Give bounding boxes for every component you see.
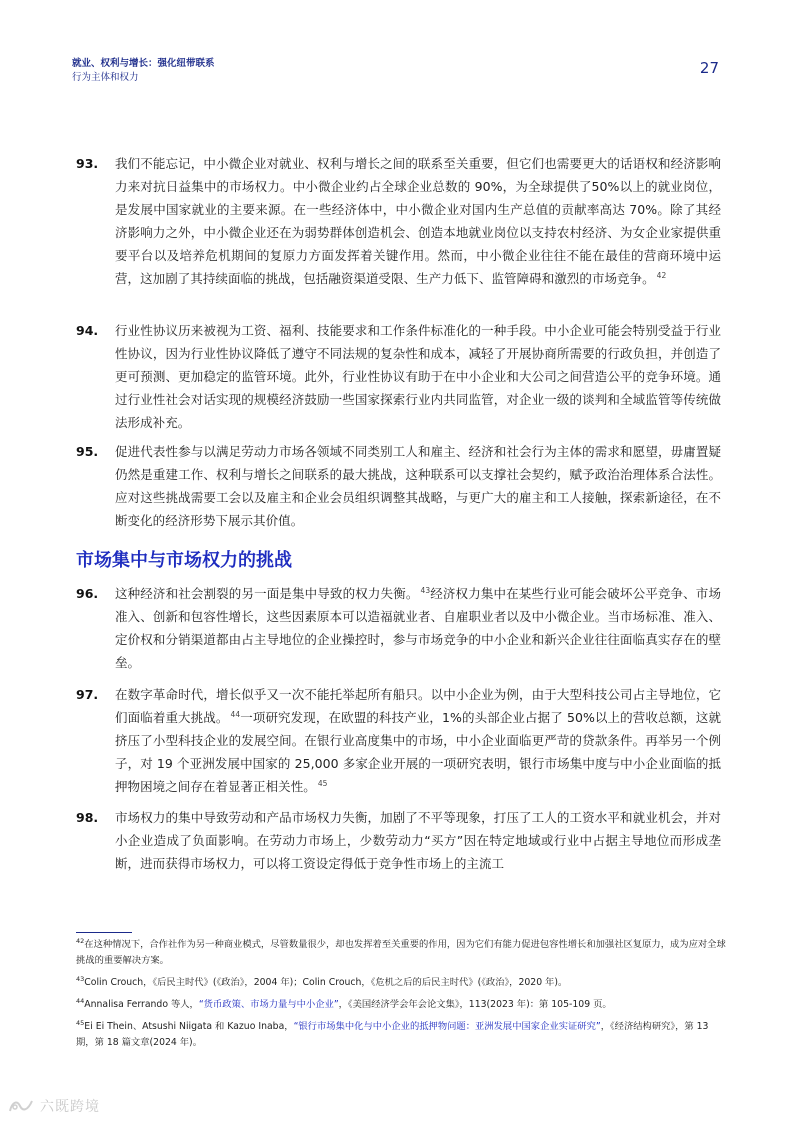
- paragraph-97: [76, 683, 721, 798]
- paragraph-text: 我们不能忘记，中小微企业对就业、权利与增长之间的联系至关重要，但它们也需要更大的话语权和经济影响力来对抗日益集中的市场权力。中小微企业约占全球企业总数的 90%，为全球提供了50%以上的就业岗位，是发展中国家就业的主要来源。在一些经济体中，中小微企业对国内生产总值的贡献率高达 70%。除了其经济影响力之外，中小微企业还在为弱势群体创造机会、创造本地就业岗位以支持农村经济、为女企业家提供重要平台以及培养危机期间的复原力方面发挥着关键作用。然而，中小微企业往往不能在最佳的营商环境中运营，这加剧了其持续面临的挑战，包括融资渠道受限、生产力低下、监管障碍和激烈的市场竞争。 $^{42}$: [115, 156, 721, 286]
- footnote-link[interactable]: “货币政策、市场力量与中小企业”: [198, 999, 339, 1010]
- paragraph-text: 在数字革命时代，增长似乎又一次不能托举起所有船只。以中小企业为例，由于大型科技公司占主导地位，它们面临着重大挑战。 $^{44}$一项研究发现，在欧盟的科技产业，1%的头部企业占据了 50%以上的营收总额，这就挤压了小型科技企业的发展空间。在银行业高度集中的市场，中小企业面临更严苛的贷款条件。再举另一个例子，对 19 个亚洲发展中国家的 25,000 多家企业开展的一项研究表明，银行市场集中度与中小企业面临的抵押物困境之间存在着显著正相关性。 $^{45}$: [115, 687, 721, 794]
- paragraph-text: 促进代表性参与以满足劳动力市场各领域不同类别工人和雇主、经济和社会行为主体的需求和愿望，毋庸置疑仍然是重建工作、权利与增长之间联系的最大挑战，这种联系可以支撑社会契约，赋予政治治理体系合法性。应对这些挑战需要工会以及雇主和企业会员组织调整其战略，与更广大的雇主和工人接触，探索新途径，在不断变化的经济形势下展示其价值。: [115, 444, 721, 528]
- paragraph-number: 95.: [76, 444, 99, 459]
- paragraph-95: [76, 440, 721, 532]
- paragraph-number: 96.: [76, 586, 99, 601]
- paragraph-number: 97.: [76, 687, 99, 702]
- footnote-ref[interactable]: 42: [656, 270, 667, 280]
- header-subtitle: 行为主体和权力: [72, 72, 139, 83]
- footnote-ref[interactable]: 43: [420, 585, 431, 595]
- paragraph-number: 94.: [76, 323, 99, 338]
- footnote-link[interactable]: “银行市场集中化与中小企业的抵押物问题：亚洲发展中国家企业实证研究”: [293, 1021, 601, 1032]
- header-title: 就业、权利与增长：强化纽带联系: [72, 58, 215, 69]
- paragraph-96: [76, 582, 721, 674]
- watermark-text: 六既跨境: [40, 1099, 100, 1115]
- paragraph-94: [76, 319, 721, 434]
- footnote-divider: [76, 932, 132, 933]
- running-header: [72, 57, 215, 85]
- page-number: 27: [699, 59, 719, 77]
- paragraph-number: 93.: [76, 156, 99, 171]
- paragraph-number: 98.: [76, 810, 99, 825]
- watermark: [8, 1096, 100, 1116]
- paragraph-98: [76, 806, 721, 875]
- paragraph-text: 市场权力的集中导致劳动和产品市场权力失衡，加剧了不平等现象，打压了工人的工资水平和就业机会，并对小企业造成了负面影响。在劳动力市场上，少数劳动力“买方”因在特定地域或行业中占据主导地位而形成垄断，进而获得市场权力，可以将工资设定得低于竞争性市场上的主流工: [115, 810, 721, 871]
- footnote-42: $^{42}$在这种情况下，合作社作为另一种商业模式，尽管数量很少，却也发挥着至关重要的作用，因为它们有能力促进包容性增长和加强社区复原力，成为应对全球挑战的重要解决方案。: [76, 936, 726, 966]
- paragraph-text: 这种经济和社会割裂的另一面是集中导致的权力失衡。 $^{43}$经济权力集中在某些行业可能会破坏公平竞争、市场准入、创新和包容性增长，这些因素原本可以造福就业者、自雇职业者以及中小微企业。当市场标准、准入、定价权和分销渠道都由占主导地位的企业操控时，参与市场竞争的中小企业和新兴企业往往面临真实存在的壁垒。: [115, 585, 722, 670]
- paragraph-93: [76, 152, 721, 290]
- footnote-45: $^{45}$Ei Ei Thein、Atsushi Niigata 和 Kazuo Inaba，“银行市场集中化与中小企业的抵押物问题：亚洲发展中国家企业实证研究”，《经济结构研究》，第 13 期，第 18 篇文章(2024 年)。: [76, 1018, 709, 1048]
- footnote-ref[interactable]: 45: [317, 778, 328, 788]
- paragraph-text: 行业性协议历来被视为工资、福利、技能要求和工作条件标准化的一种手段。中小企业可能会特别受益于行业性协议，因为行业性协议降低了遵守不同法规的复杂性和成本，减轻了开展协商所需要的行政负担，并创造了更可预测、更加稳定的监管环境。此外，行业性协议有助于在中小企业和大公司之间营造公平的竞争环境。通过行业性社会对话实现的规模经济鼓励一些国家探索行业内共同监管，对企业一级的谈判和全域监管等传统做法形成补充。: [115, 323, 721, 430]
- watermark-logo-icon: [8, 1098, 34, 1114]
- footnote-43: $^{43}$Colin Crouch，《后民主时代》(《政治》，2004 年)；Colin Crouch，《危机之后的后民主时代》(《政治》，2020 年)。: [76, 974, 568, 988]
- section-title: 市场集中与市场权力的挑战: [76, 550, 292, 571]
- footnote-ref[interactable]: 44: [230, 709, 241, 719]
- footnote-44: $^{44}$Annalisa Ferrando 等人，“货币政策、市场力量与中小企业”，《美国经济学会年会论文集》，113(2023 年)：第 105-109 页。: [76, 996, 612, 1010]
